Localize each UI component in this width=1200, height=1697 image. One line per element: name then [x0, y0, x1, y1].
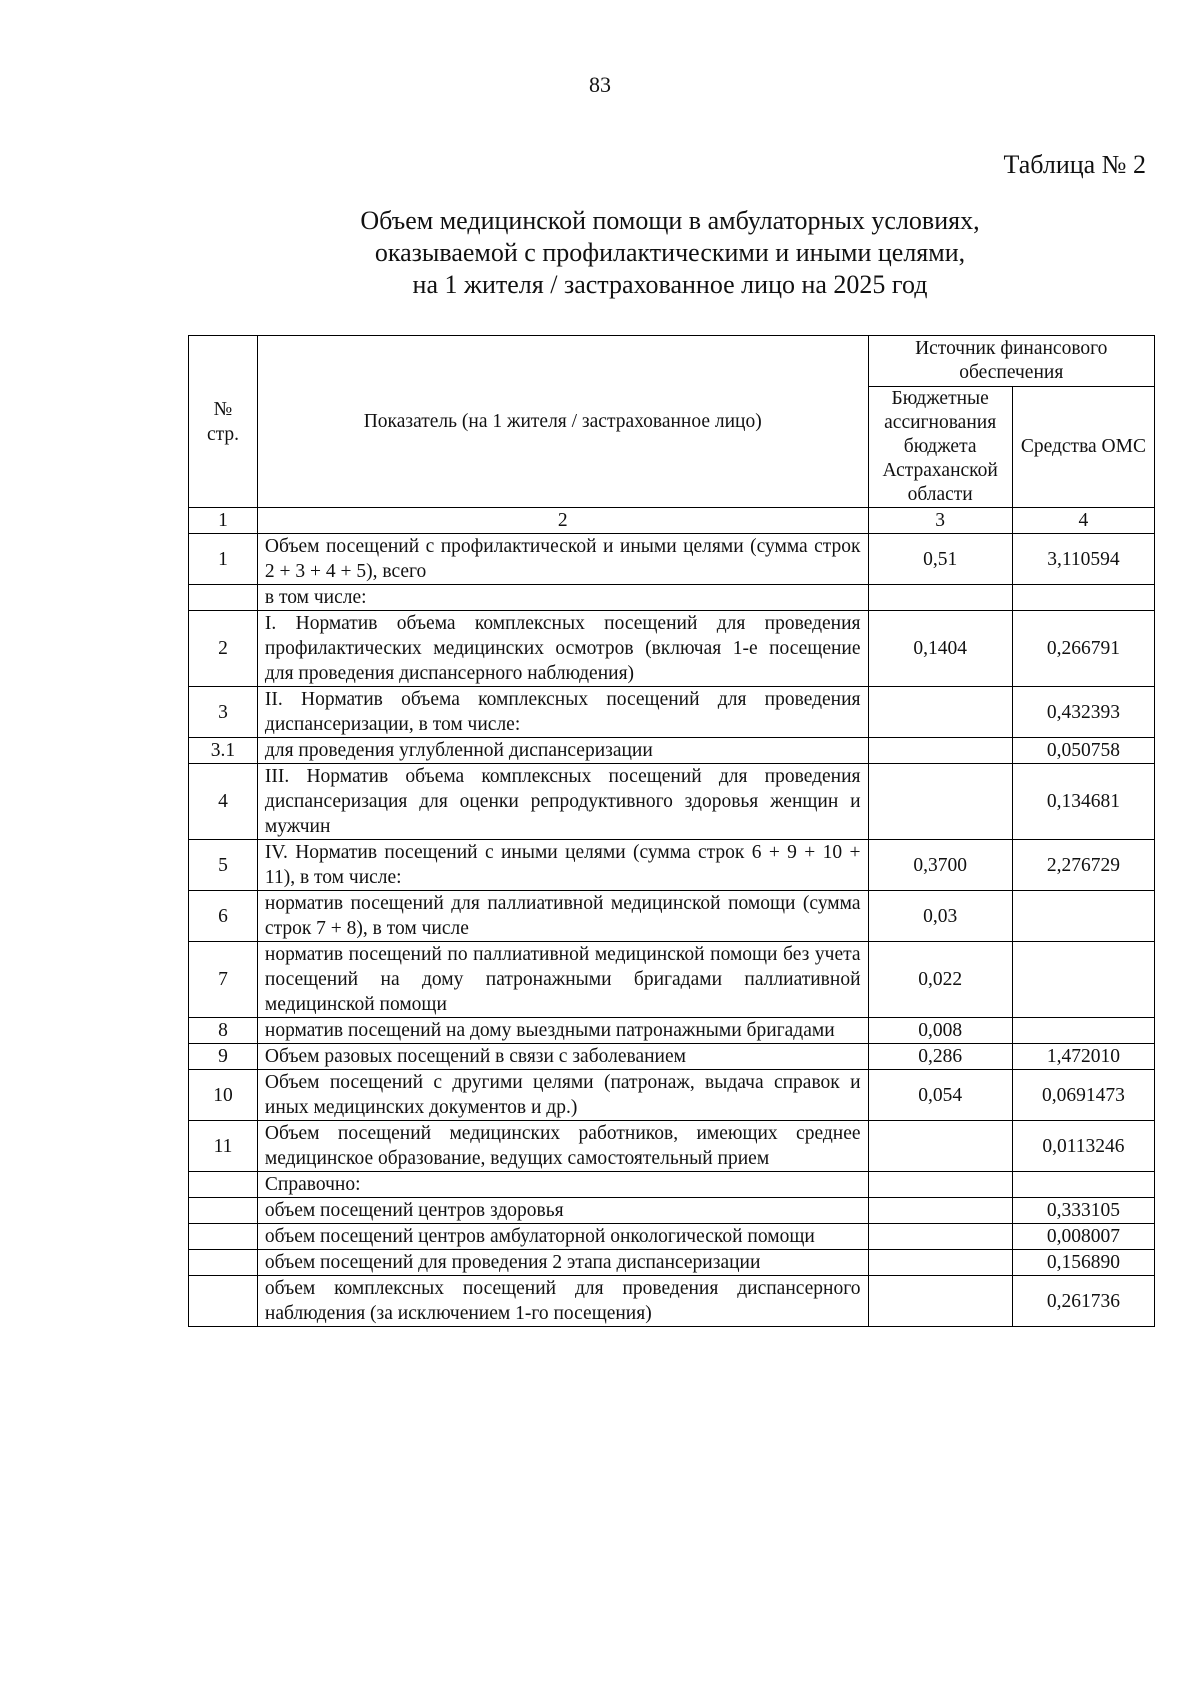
header-row-number: № стр. — [189, 336, 258, 508]
row-number: 11 — [189, 1121, 258, 1172]
row-number: 10 — [189, 1070, 258, 1121]
row-budget-value: 0,1404 — [868, 611, 1012, 687]
table-row — [189, 1121, 1155, 1172]
table-row — [189, 585, 1155, 611]
row-budget-value — [868, 738, 1012, 764]
row-oms-value — [1012, 585, 1154, 611]
column-numbers-row — [189, 508, 1155, 534]
header-oms: Средства ОМС — [1012, 387, 1154, 508]
row-indicator: объем посещений центров здоровья — [257, 1198, 868, 1224]
row-oms-value: 0,134681 — [1012, 764, 1154, 840]
table-row — [189, 1018, 1155, 1044]
table-row — [189, 611, 1155, 687]
row-budget-value — [868, 1224, 1012, 1250]
row-number — [189, 585, 258, 611]
row-budget-value — [868, 1172, 1012, 1198]
row-oms-value: 0,050758 — [1012, 738, 1154, 764]
row-budget-value — [868, 1121, 1012, 1172]
table-row — [189, 1070, 1155, 1121]
row-oms-value: 0,156890 — [1012, 1250, 1154, 1276]
column-number: 3 — [868, 508, 1012, 534]
row-indicator: объем посещений для проведения 2 этапа диспансеризации — [257, 1250, 868, 1276]
table-row — [189, 738, 1155, 764]
row-oms-value — [1012, 891, 1154, 942]
row-number: 9 — [189, 1044, 258, 1070]
row-indicator: для проведения углубленной диспансеризации — [257, 738, 868, 764]
row-indicator: Объем посещений медицинских работников, имеющих среднее медицинское образование, ведущих самостоятельный прием — [257, 1121, 868, 1172]
header-indicator: Показатель (на 1 жителя / застрахованное лицо) — [257, 336, 868, 508]
row-budget-value: 0,286 — [868, 1044, 1012, 1070]
row-number: 2 — [189, 611, 258, 687]
row-oms-value: 1,472010 — [1012, 1044, 1154, 1070]
row-number — [189, 1276, 258, 1327]
row-budget-value — [868, 1276, 1012, 1327]
row-indicator: объем комплексных посещений для проведения диспансерного наблюдения (за исключением 1-го посещения) — [257, 1276, 868, 1327]
header-budget: Бюджетные ассигнования бюджета Астраханской области — [868, 387, 1012, 508]
table-row — [189, 1172, 1155, 1198]
table-label: Таблица № 2 — [1003, 150, 1146, 179]
row-indicator: Справочно: — [257, 1172, 868, 1198]
row-indicator: объем посещений центров амбулаторной онкологической помощи — [257, 1224, 868, 1250]
row-budget-value: 0,022 — [868, 942, 1012, 1018]
row-indicator: II. Норматив объема комплексных посещений для проведения диспансеризации, в том числе: — [257, 687, 868, 738]
row-indicator: I. Норматив объема комплексных посещений для проведения профилактических медицинских осмотров (включая 1-е посещение для проведения диспансерного наблюдения) — [257, 611, 868, 687]
column-number: 4 — [1012, 508, 1154, 534]
column-number: 1 — [189, 508, 258, 534]
table-row — [189, 1044, 1155, 1070]
row-oms-value: 0,0113246 — [1012, 1121, 1154, 1172]
row-oms-value: 0,261736 — [1012, 1276, 1154, 1327]
row-number: 3 — [189, 687, 258, 738]
table-row — [189, 687, 1155, 738]
row-oms-value: 0,008007 — [1012, 1224, 1154, 1250]
table-row — [189, 840, 1155, 891]
row-number: 1 — [189, 534, 258, 585]
row-budget-value — [868, 585, 1012, 611]
title-line: оказываемой с профилактическими и иными целями, — [374, 238, 966, 267]
volume-table — [188, 335, 1155, 1327]
row-number: 3.1 — [189, 738, 258, 764]
table-row — [189, 1250, 1155, 1276]
row-budget-value: 0,3700 — [868, 840, 1012, 891]
row-indicator: Объем разовых посещений в связи с заболеванием — [257, 1044, 868, 1070]
table-body — [189, 534, 1155, 1327]
row-indicator: Объем посещений с профилактической и иными целями (сумма строк 2 + 3 + 4 + 5), всего — [257, 534, 868, 585]
table-row — [189, 764, 1155, 840]
row-oms-value: 2,276729 — [1012, 840, 1154, 891]
row-budget-value — [868, 687, 1012, 738]
table-row — [189, 891, 1155, 942]
row-oms-value: 0,432393 — [1012, 687, 1154, 738]
row-budget-value — [868, 1250, 1012, 1276]
row-number: 8 — [189, 1018, 258, 1044]
row-indicator: Объем посещений с другими целями (патронаж, выдача справок и иных медицинских документов и др.) — [257, 1070, 868, 1121]
row-oms-value: 0,333105 — [1012, 1198, 1154, 1224]
table-row — [189, 534, 1155, 585]
row-indicator: в том числе: — [257, 585, 868, 611]
title-line: на 1 жителя / застрахованное лицо на 2025 год — [412, 270, 928, 299]
row-number — [189, 1250, 258, 1276]
row-budget-value: 0,51 — [868, 534, 1012, 585]
row-indicator: IV. Норматив посещений с иными целями (сумма строк 6 + 9 + 10 + 11), в том числе: — [257, 840, 868, 891]
row-number: 7 — [189, 942, 258, 1018]
row-oms-value: 3,110594 — [1012, 534, 1154, 585]
row-oms-value — [1012, 1018, 1154, 1044]
row-indicator: норматив посещений для паллиативной медицинской помощи (сумма строк 7 + 8), в том числе — [257, 891, 868, 942]
row-oms-value — [1012, 942, 1154, 1018]
row-budget-value: 0,008 — [868, 1018, 1012, 1044]
table-row — [189, 1198, 1155, 1224]
row-oms-value: 0,266791 — [1012, 611, 1154, 687]
row-number — [189, 1224, 258, 1250]
row-oms-value: 0,0691473 — [1012, 1070, 1154, 1121]
row-number: 5 — [189, 840, 258, 891]
table-row — [189, 1276, 1155, 1327]
column-number: 2 — [257, 508, 868, 534]
row-indicator: норматив посещений на дому выездными патронажными бригадами — [257, 1018, 868, 1044]
row-number — [189, 1198, 258, 1224]
page-number: 83 — [589, 72, 611, 97]
row-budget-value — [868, 1198, 1012, 1224]
row-number: 4 — [189, 764, 258, 840]
row-oms-value — [1012, 1172, 1154, 1198]
header-funding-source: Источник финансового обеспечения — [868, 336, 1154, 387]
row-budget-value: 0,03 — [868, 891, 1012, 942]
table-row — [189, 942, 1155, 1018]
row-budget-value: 0,054 — [868, 1070, 1012, 1121]
row-number: 6 — [189, 891, 258, 942]
table-row — [189, 1224, 1155, 1250]
row-budget-value — [868, 764, 1012, 840]
row-number — [189, 1172, 258, 1198]
title-line: Объем медицинской помощи в амбулаторных условиях, — [360, 206, 980, 235]
row-indicator: норматив посещений по паллиативной медицинской помощи без учета посещений на дому патронажными бригадами паллиативной медицинской помощи — [257, 942, 868, 1018]
document-title — [190, 205, 1150, 301]
row-indicator: III. Норматив объема комплексных посещений для проведения диспансеризация для оценки репродуктивного здоровья женщин и мужчин — [257, 764, 868, 840]
